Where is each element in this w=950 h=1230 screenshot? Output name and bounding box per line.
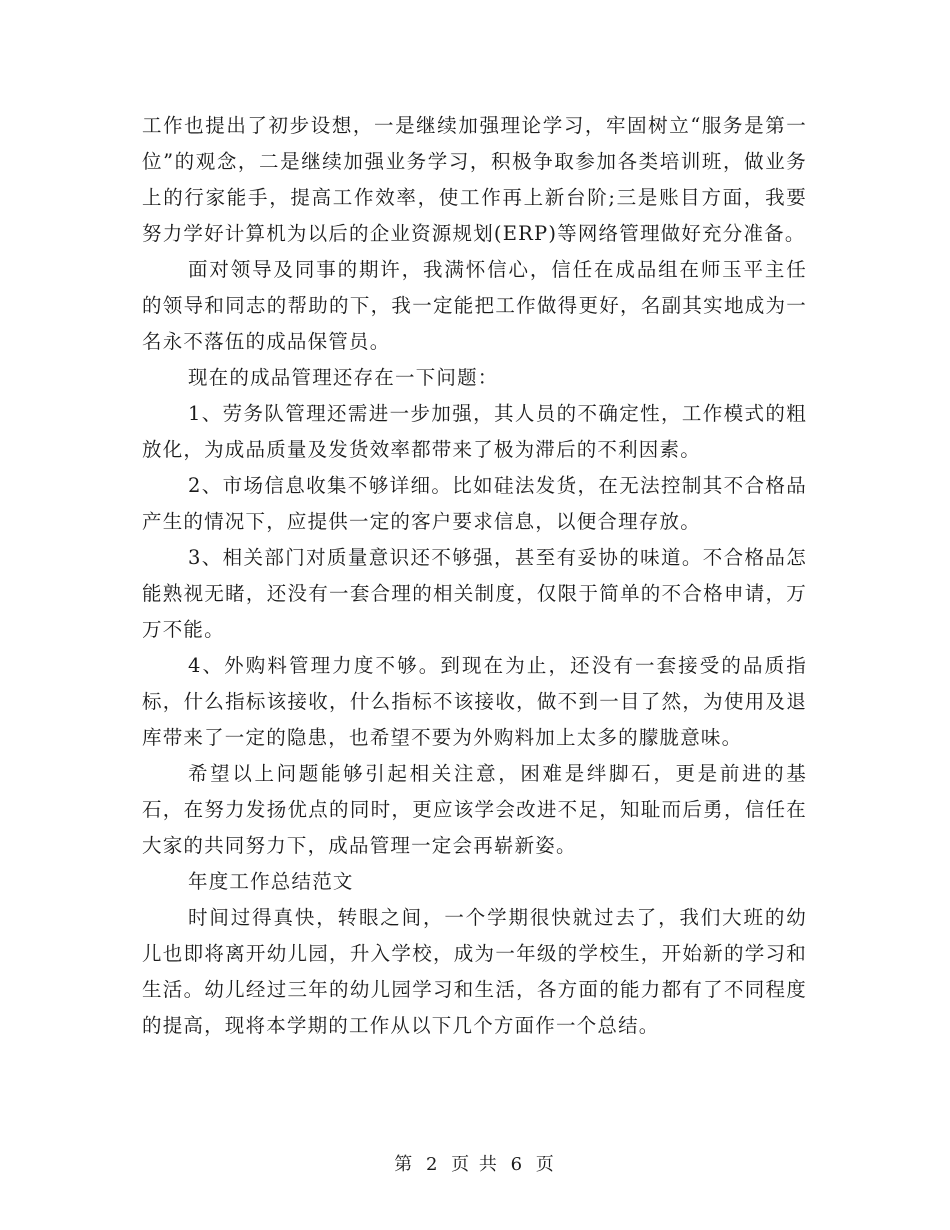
paragraph-4: 1、劳务队管理还需进一步加强，其人员的不确定性，工作模式的粗放化，为成品质量及发货效率都带来了极为滞后的不利因素。: [142, 402, 807, 461]
paragraph-2: 面对领导及同事的期许，我满怀信心，信任在成品组在师玉平主任的领导和同志的帮助的下，我一定能把工作做得更好，名副其实地成为一名永不落伍的成品保管员。: [142, 258, 807, 353]
paragraph-9: 时间过得真快，转眼之间，一个学期很快就过去了，我们大班的幼儿也即将离开幼儿园，升入学校，成为一年级的学校生，开始新的学习和生活。幼儿经过三年的幼儿园学习和生活，各方面的能力都有了不同程度的提高，现将本学期的工作从以下几个方面作一个总结。: [142, 906, 807, 1037]
footer-suffix: 页: [535, 1154, 556, 1175]
paragraph-8: 希望以上问题能够引起相关注意，困难是绊脚石，更是前进的基石，在努力发扬优点的同时，更应该学会改进不足，知耻而后勇，信任在大家的共同努力下，成品管理一定会再崭新姿。: [142, 762, 807, 857]
footer-middle: 页 共: [451, 1154, 499, 1175]
section-heading: 年度工作总结范文: [188, 870, 354, 893]
total-page-count: 6: [510, 1154, 525, 1175]
paragraph-1: 工作也提出了初步设想，一是继续加强理论学习，牢固树立“服务是第一位”的观念，二是继续加强业务学习，积极争取参加各类培训班，做业务上的行家能手，提高工作效率，使工作再上新台阶;三是账目方面，我要努力学好计算机为以后的企业资源规划(ERP)等网络管理做好充分准备。: [142, 114, 807, 245]
page-footer: [0, 1150, 950, 1176]
paragraph-7: 4、外购料管理力度不够。到现在为止，还没有一套接受的品质指标，什么指标该接收，什么指标不该接收，做不到一目了然，为使用及退库带来了一定的隐患，也希望不要为外购料加上太多的朦胧意味。: [142, 654, 807, 749]
paragraph-5: 2、市场信息收集不够详细。比如硅法发货，在无法控制其不合格品产生的情况下，应提供一定的客户要求信息，以便合理存放。: [142, 474, 807, 533]
current-page-number: 2: [425, 1154, 440, 1175]
paragraph-3: 现在的成品管理还存在一下问题：: [188, 366, 499, 389]
document-body: [142, 108, 807, 1044]
paragraph-6: 3、相关部门对质量意识还不够强，甚至有妥协的味道。不合格品怎能熟视无睹，还没有一套合理的相关制度，仅限于简单的不合格申请，万万不能。: [142, 546, 807, 641]
footer-prefix: 第: [394, 1154, 415, 1175]
